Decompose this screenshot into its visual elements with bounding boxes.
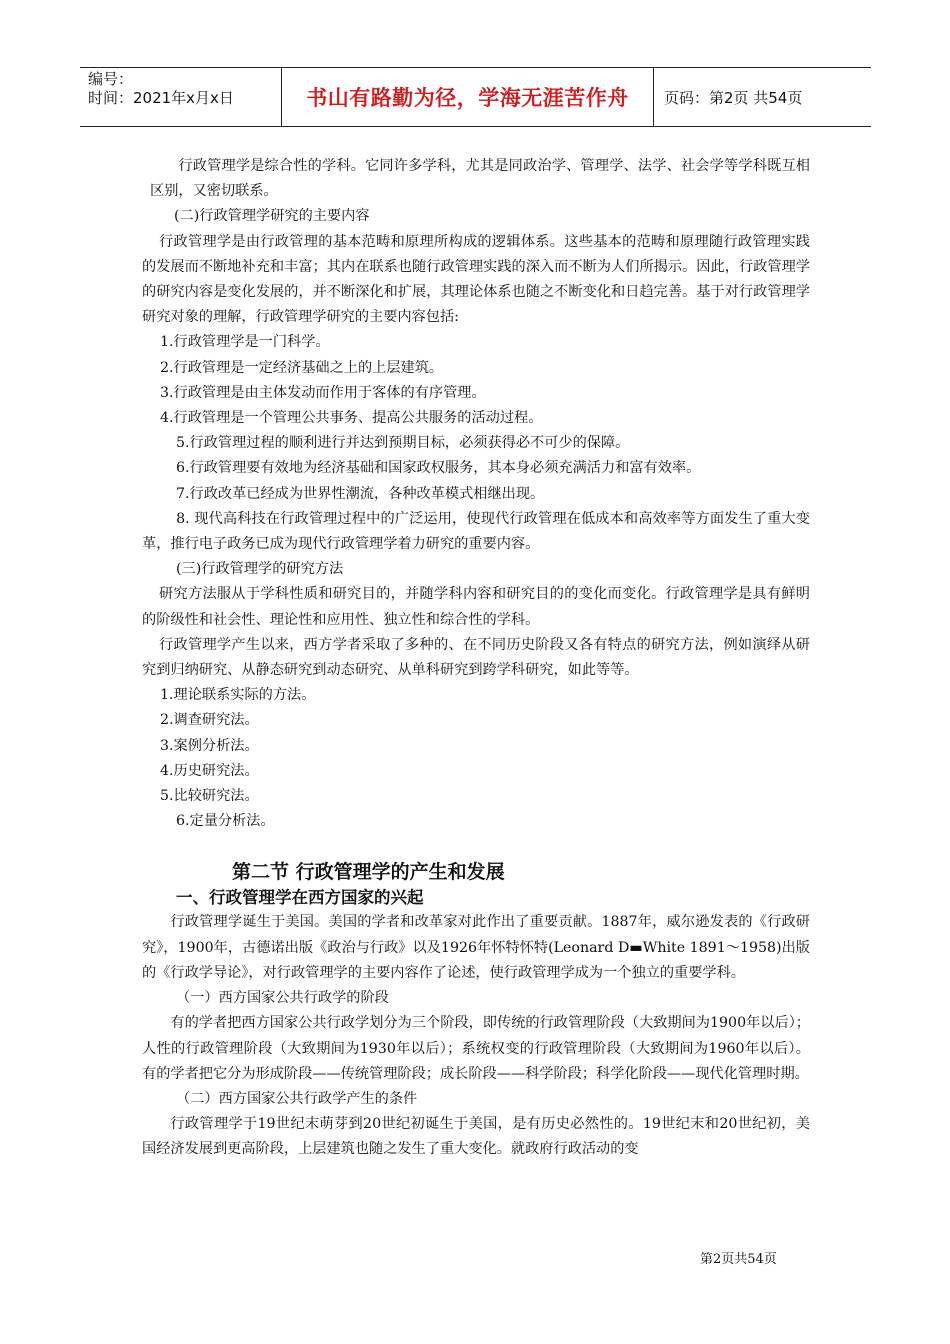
method-item: 6.定量分析法。 [176, 813, 275, 830]
chapter-title: 第二节 行政管理学的产生和发展 [232, 861, 505, 884]
subsection-heading-conditions: （二）西方国家公共行政学产生的条件 [176, 1090, 418, 1107]
list-item: 2.行政管理是一定经济基础之上的上层建筑。 [160, 359, 444, 376]
paragraph-methods: 研究方法服从于学科性质和研究目的，并随学科内容和研究目的的变化而变化。行政管理学是具有鲜明的阶级性和社会性、理论性和应用性、独立性和综合性的学科。 [142, 586, 810, 628]
doc-number-label: 编号： [88, 70, 134, 88]
section-heading-methods: (三)行政管理学的研究方法 [176, 561, 344, 578]
list-item: 5.行政管理过程的顺利进行并达到预期目标，必须获得必不可少的保障。 [176, 435, 630, 452]
page-footer: 第2页共54页 [700, 1252, 777, 1267]
paragraph-content: 行政管理学是由行政管理的基本范畴和原理所构成的逻辑体系。这些基本的范畴和原理随行政管理实践的发展而不断地补充和丰富；其内在联系也随行政管理实践的深入而不断为人们所揭示。因此，行政管理学的研究内容是变化发展的，并不断深化和扩展，其理论体系也随之不断变化和日趋完善。基于对行政管理学研究对象的理解，行政管理学研究的主要内容包括: [142, 233, 810, 326]
header-motto: 书山有路勤为径，学海无涯苦作舟 [282, 68, 654, 126]
method-item: 4.历史研究法。 [160, 762, 259, 779]
header-page-info: 页码：第2页 共54页 [664, 88, 803, 107]
method-item: 5.比较研究法。 [160, 788, 259, 805]
paragraph-western-methods: 行政管理学产生以来，西方学者采取了多种的、在不同历史阶段又各有特点的研究方法，例如演绎从研究到归纳研究、从静态研究到动态研究、从单科研究到跨学科研究，如此等等。 [142, 636, 810, 679]
paragraph-stages: 有的学者把西方国家公共行政学划分为三个阶段，即传统的行政管理阶段（大致期间为1900年以后）；人性的行政管理阶段（大致期间为1930年以后）；系统权变的行政管理阶段（大致期间为1960年以后）。有的学者把它分为形成阶段——传统管理阶段；成长阶段——科学阶段；科学化阶段——现代化管理时期。 [142, 1015, 810, 1082]
paragraph-origin: 行政管理学诞生于美国。美国的学者和改革家对此作出了重要贡献。1887年，威尔逊发表的《行政研究》，1900年，古德诺出版《政治与行政》以及1926年怀特怀特(Leonard D▬White 1891～1958)出版的《行政学导论》，对行政管理学的主要内容作了论述，使行政管理学成为一个独立的重要学科。 [142, 914, 810, 981]
method-item: 1.理论联系实际的方法。 [160, 687, 316, 704]
section-heading-content: (二)行政管理学研究的主要内容 [174, 208, 370, 225]
list-item: 8. 现代高科技在行政管理过程中的广泛运用，使现代行政管理在低成本和高效率等方面发生了重大变革，推行电子政务已成为现代行政管理学着力研究的重要内容。 [142, 510, 810, 553]
method-item: 2.调查研究法。 [160, 712, 259, 729]
header-meta [80, 68, 282, 126]
list-item: 1.行政管理学是一门科学。 [160, 334, 330, 351]
paragraph-intro: 行政管理学是综合性的学科。它同许多学科，尤其是同政治学、管理学、法学、社会学等学科既互相区别，又密切联系。 [150, 158, 810, 200]
subsection-heading-stages: （一）西方国家公共行政学的阶段 [176, 990, 389, 1007]
list-item: 7.行政改革已经成为世界性潮流，各种改革模式相继出现。 [176, 485, 545, 502]
paragraph-conditions: 行政管理学于19世纪末萌芽到20世纪初诞生于美国，是有历史必然性的。19世纪末和20世纪初，美国经济发展到更高阶段，上层建筑也随之发生了重大变化。就政府行政活动的变 [142, 1116, 810, 1158]
subsection-title: 一、行政管理学在西方国家的兴起 [176, 888, 424, 908]
page-header [80, 67, 871, 127]
document-body [142, 154, 810, 1163]
doc-date: 时间：2021年x月x日 [88, 89, 234, 107]
list-item: 3.行政管理是由主体发动而作用于客体的有序管理。 [160, 384, 486, 401]
list-item: 6.行政管理要有效地为经济基础和国家政权服务，其本身必须充满活力和富有效率。 [176, 460, 701, 477]
list-item: 4.行政管理是一个管理公共事务、提高公共服务的活动过程。 [160, 410, 543, 427]
method-item: 3.案例分析法。 [160, 737, 259, 754]
